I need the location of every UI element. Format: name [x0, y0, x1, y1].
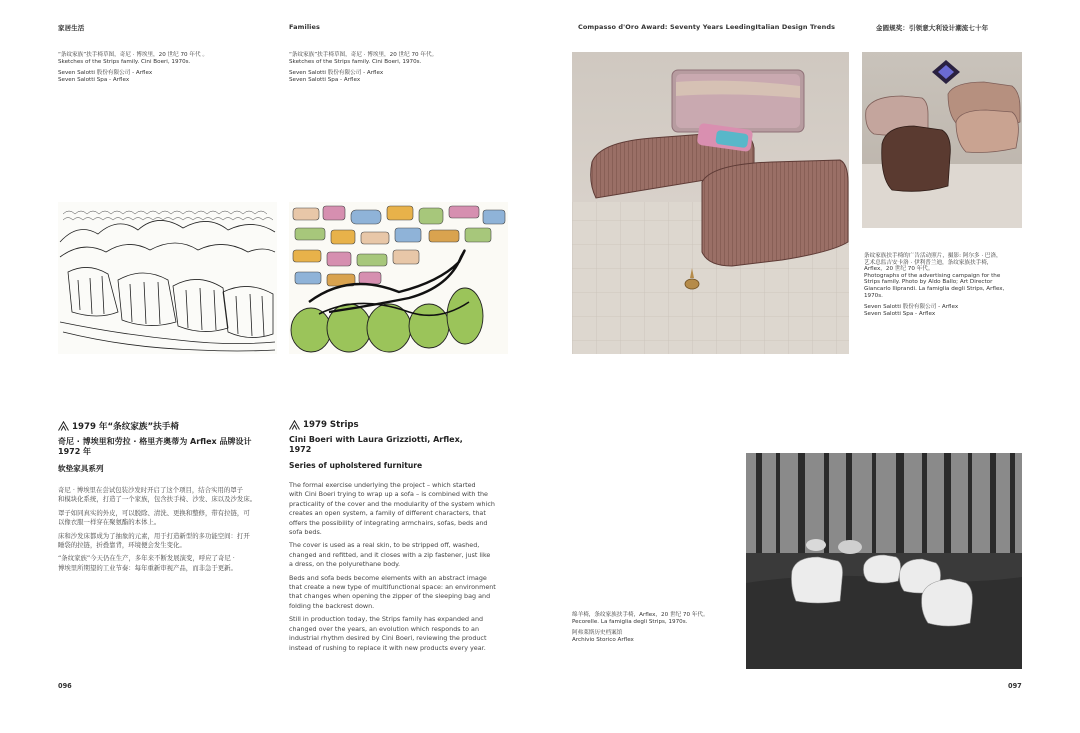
article-body-cn	[58, 486, 280, 573]
article-subtitle-cn: 奇尼 · 博埃里和劳拉 · 格里齐奥蒂为 Arflex 品牌设计 1972 年	[58, 437, 252, 456]
paragraph: 床和沙发床都成为了抽象的元素，用于打造新型的多功能空间：打开 睡袋的拉链，折叠靠背，环境便会发生变化。	[58, 531, 250, 550]
paragraph: Still in production today, the Strips family has expanded and changed over the years, an evolution which responds to an industrial rhythm desired by Cini Boeri, reviewing the product instead of rushing to replace it with new products every year.	[289, 615, 487, 652]
header-left-en: Families	[289, 23, 320, 31]
series-label-en: Series of upholstered furniture	[289, 461, 423, 470]
strips-sofa-photo	[572, 52, 849, 354]
paragraph: The formal exercise underlying the project – which started with Cini Boeri trying to wrap up a sofa – is combined with the practicality of the cover and the modularity of the system which creates an open system, a family of different characters, that offers the possibility of integrating armchairs, sofas, beds and sofa beds.	[289, 481, 495, 537]
caption-campaign: 条纹家族扶手椅的广告活动照片，摄影: 阿尔多 · 巴洛， 艺术总监吉安卡洛 · 伊利普兰迪，条纹家族扶手椅， Arflex，20 世纪 70 年代。 Photographs of the advertising campaign for the Strips family. Photo by Aldo Ballo; Art Director Giancarlo Iliprandi. La famiglia degli Strips, Arflex, 1970s. Seven Salotti 股份有限公司 - Arflex Seven Salotti Spa - Arflex	[864, 253, 1005, 317]
sofa-line-sketch-image	[58, 202, 277, 354]
right-article	[289, 420, 511, 657]
header-right-cn: 金圆规奖：引领意大利设计潮流七十年	[876, 24, 989, 32]
paragraph: Beds and sofa beds become elements with an abstract image that create a new type of multifunctional space: an environment that changes when opening the zipper of the sleeping bag and folding the backrest down.	[289, 573, 496, 610]
article-body-en	[289, 481, 511, 653]
paragraph: The cover is used as a real skin, to be stripped off, washed, changed and refitted, and it closes with a zip fastener, just like a dress, on the polyurethane body.	[289, 541, 491, 569]
page-number-right: 097	[1008, 682, 1022, 690]
pecorelle-forest-photo	[746, 453, 1022, 669]
campaign-photo	[862, 52, 1022, 228]
logo-icon	[289, 420, 300, 430]
paragraph: 奇尼 · 博埃里在尝试包装沙发时开启了这个项目，结合实用的罩子 和模块化系统，打造了一个家族，包含扶手椅、沙发、床以及沙发床。	[58, 486, 257, 504]
article-subtitle-en: Cini Boeri with Laura Grizziotti, Arflex, 1972	[289, 435, 463, 454]
header-left-cn: 家居生活	[58, 24, 85, 32]
article-title-cn: 1979 年“条纹家族”扶手椅	[58, 420, 280, 432]
article-title-en: 1979 Strips	[289, 420, 511, 430]
logo-icon	[58, 421, 69, 431]
header-right-en: Compasso d'Oro Award: Seventy Years LeedingItalian Design Trends	[578, 23, 836, 31]
caption-pecorelle: 绵羊椅，条纹家族扶手椅，Arflex，20 世纪 70 年代。 Pecorelle. La famiglia degli Strips, 1970s. 阿弗莱斯历史档案馆 Archivio Storico Arflex	[572, 612, 709, 643]
caption-sketch-right: “条纹家族”扶手椅草图，奇尼 · 博埃里，20 世纪 70 年代。 Sketches of the Strips family. Cini Boeri, 1970s. Seven Salotti 股份有限公司 - Arflex Seven Salotti Spa - Arflex	[289, 52, 438, 83]
caption-sketch-left: “条纹家族”扶手椅草图，奇尼 · 博埃里，20 世纪 70 年代 。 Sketches of the Strips family. Cini Boeri, 1970s. Seven Salotti 股份有限公司 - Arflex Seven Salotti Spa - Arflex	[58, 52, 208, 83]
left-article	[58, 420, 280, 577]
paragraph: 罩子如同真实的外皮，可以脱除、清洗、更换和整修，带有拉链，可 以像衣服一样穿在聚氨酯的本体上。	[58, 508, 250, 527]
page-number-left: 096	[58, 682, 72, 690]
paragraph: “条纹家族”今天仍在生产，多年来不断发展演变，呼应了奇尼 · 博埃里所期望的工业节奏：每年重新审视产品，而非急于更新。	[58, 554, 237, 572]
series-label-cn: 软垫家具系列	[58, 464, 104, 473]
colored-strips-sketch-image	[289, 202, 508, 354]
